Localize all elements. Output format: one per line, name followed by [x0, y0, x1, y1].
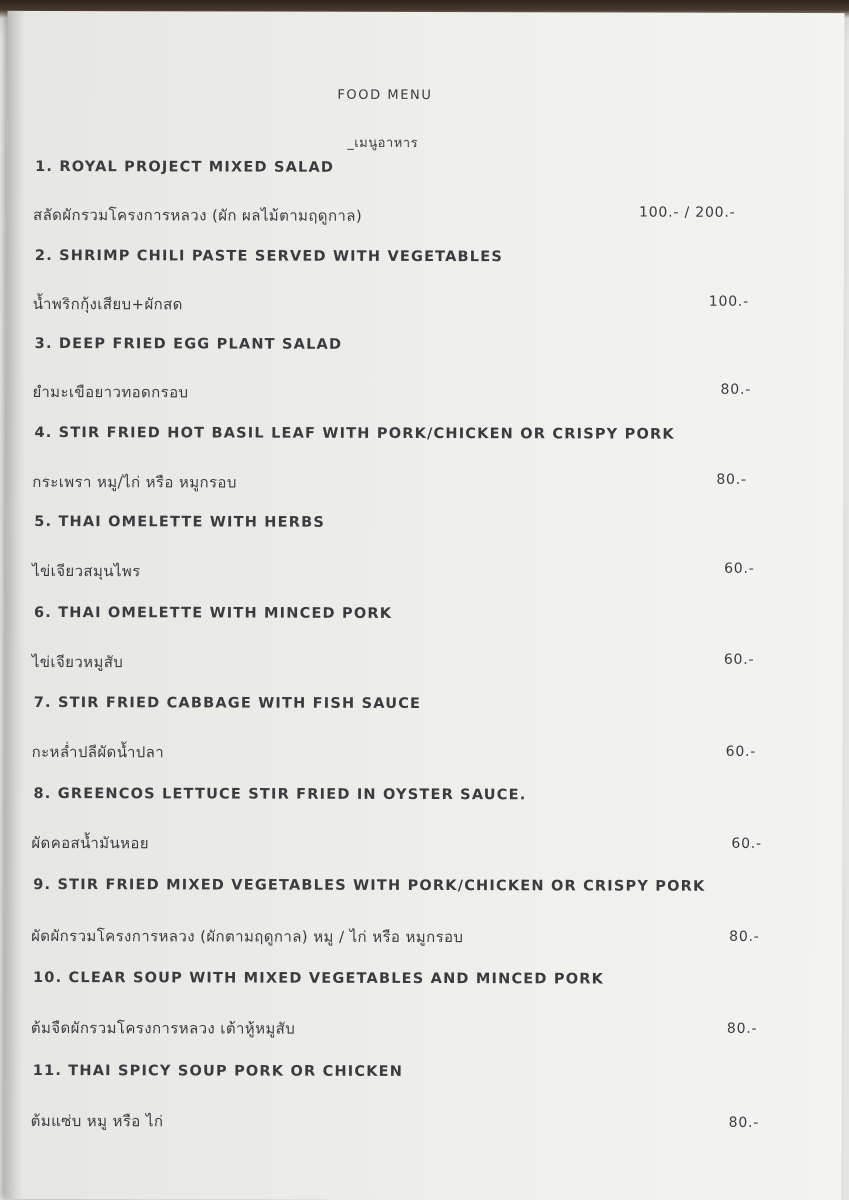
menu-item-7-english: 7. STIR FRIED CABBAGE WITH FISH SAUCE [33, 694, 422, 712]
menu-subtitle-thai: _เมนูอาหาร [347, 135, 419, 151]
menu-item-3-price: 80.- [720, 381, 752, 398]
menu-item-10-english: 10. CLEAR SOUP WITH MIXED VEGETABLES AND MINCED PORK [33, 969, 605, 988]
menu-sheet [4, 11, 844, 1200]
menu-item-9-english: 9. STIR FRIED MIXED VEGETABLES WITH PORK/CHICKEN OR CRISPY PORK [33, 876, 706, 895]
menu-item-2-thai: น้ำพริกกุ้งเสียบ+ผักสด [32, 294, 183, 314]
menu-item-11-price: 80.- [728, 1114, 760, 1131]
menu-item-4-price: 80.- [716, 471, 747, 488]
menu-item-11-english: 11. THAI SPICY SOUP PORK OR CHICKEN [32, 1062, 404, 1080]
menu-item-2-price: 100.- [708, 293, 750, 310]
menu-item-11-thai: ต้มแซ่บ หมู หรือ ไก่ [30, 1111, 164, 1131]
menu-item-1-thai: สลัดผักรวมโครงการหลวง (ผัก ผลไม้ตามฤดูกาล) [32, 205, 363, 225]
menu-item-7-thai: กะหล่ำปลีผัดน้ำปลา [31, 742, 165, 762]
menu-item-2-english: 2. SHRIMP CHILI PASTE SERVED WITH VEGETABLES [34, 247, 504, 266]
menu-item-5-thai: ไข่เจียวสมุนไพร [32, 561, 141, 581]
menu-item-5-english: 5. THAI OMELETTE WITH HERBS [34, 513, 326, 531]
menu-item-8-price: 60.- [731, 835, 762, 852]
menu-item-3-thai: ยำมะเขือยาวทอดกรอบ [32, 382, 189, 402]
menu-item-4-english: 4. STIR FRIED HOT BASIL LEAF WITH PORK/CHICKEN OR CRISPY PORK [34, 424, 675, 443]
menu-item-4-thai: กระเพรา หมู/ไก่ หรือ หมูกรอบ [32, 472, 237, 492]
menu-item-9-thai: ผัดผักรวมโครงการหลวง (ผักตามฤดูกาล) หมู / ไก่ หรือ หมูกรอบ [31, 926, 464, 947]
menu-item-9-price: 80.- [729, 928, 760, 945]
menu-item-1-english: 1. ROYAL PROJECT MIXED SALAD [35, 158, 335, 176]
menu-item-7-price: 60.- [725, 743, 757, 760]
menu-item-5-price: 60.- [724, 560, 755, 577]
menu-item-1-price: 100.- / 200.- [639, 204, 736, 221]
menu-title: FOOD MENU [337, 87, 433, 104]
page-binding [4, 11, 25, 1199]
menu-item-10-price: 80.- [726, 1020, 758, 1037]
menu-item-6-thai: ไข่เจียวหมูสับ [31, 652, 124, 672]
menu-item-3-english: 3. DEEP FRIED EGG PLANT SALAD [34, 335, 343, 353]
menu-item-8-thai: ผัดคอสน้ำมันหอย [31, 833, 150, 853]
menu-item-10-thai: ต้มจืดผักรวมโครงการหลวง เต้าหู้หมูสับ [30, 1018, 296, 1038]
menu-item-6-price: 60.- [723, 651, 755, 668]
menu-item-8-english: 8. GREENCOS LETTUCE STIR FRIED IN OYSTER SAUCE. [33, 785, 527, 804]
menu-item-6-english: 6. THAI OMELETTE WITH MINCED PORK [33, 604, 393, 622]
